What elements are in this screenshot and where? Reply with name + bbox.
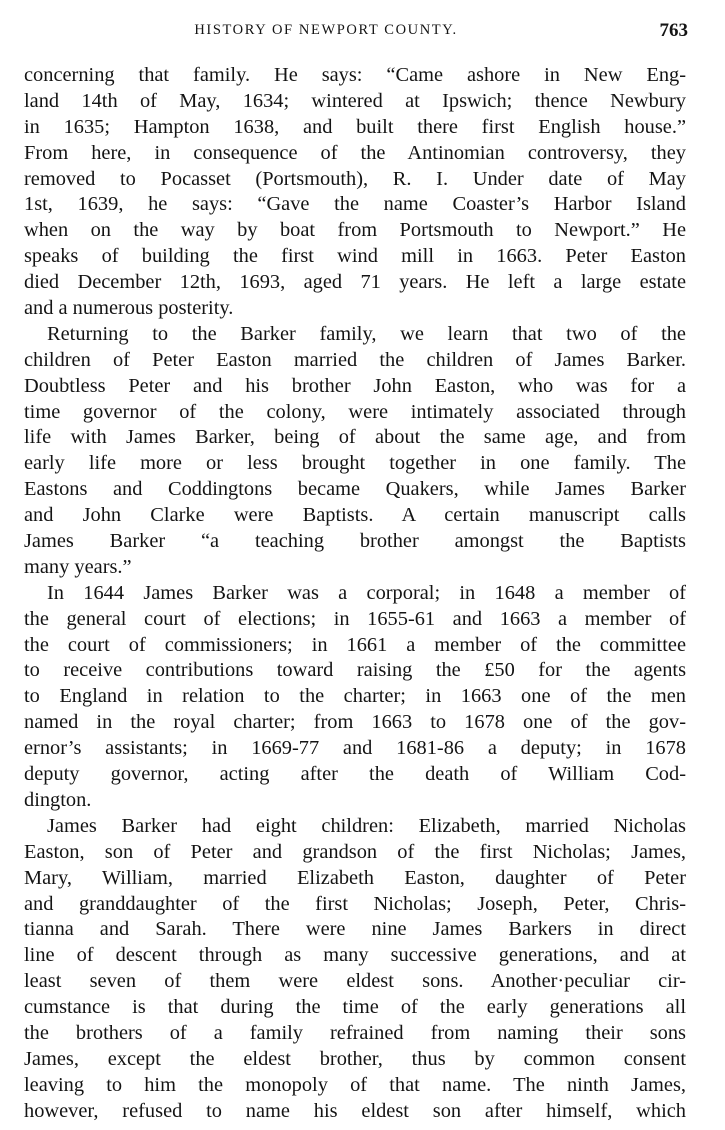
text-line: and granddaughter of the first Nicholas; Joseph, Peter, Chris- [24, 892, 686, 915]
text-line: life with James Barker, being of about the same age, and from [24, 426, 686, 449]
text-line: Easton, son of Peter and grandson of the first Nicholas; James, [24, 840, 686, 863]
page-number: 763 [659, 20, 688, 41]
text-line: Eastons and Coddingtons became Quakers, while James Barker [24, 478, 686, 501]
text-line: James Barker “a teaching brother amongst the Baptists [24, 530, 686, 553]
text-line: time governor of the colony, were intimately associated through [24, 400, 686, 423]
text-line: From here, in consequence of the Antinomian controversy, they [24, 141, 686, 164]
text-line: to England in relation to the charter; in 1663 one of the men [24, 685, 686, 708]
text-line: children of Peter Easton married the children of James Barker. [24, 348, 686, 371]
text-line: leaving to him the monopoly of that name. The ninth James, [24, 1073, 686, 1096]
text-line: tianna and Sarah. There were nine James Barkers in direct [24, 918, 686, 941]
text-line: cumstance is that during the time of the early generations all [24, 996, 686, 1019]
paragraph [24, 322, 686, 581]
text-line: speaks of building the first wind mill in 1663. Peter Easton [24, 245, 686, 268]
body-text [24, 63, 686, 1125]
text-line: Mary, William, married Elizabeth Easton, daughter of Peter [24, 866, 686, 889]
text-line: the general court of elections; in 1655-61 and 1663 a member of [24, 607, 686, 630]
page-header [24, 20, 688, 42]
text-line: James Barker had eight children: Elizabeth, married Nicholas [47, 814, 686, 837]
text-line: and a numerous posterity. [24, 297, 234, 320]
text-line: and John Clarke were Baptists. A certain manuscript calls [24, 504, 686, 527]
text-line: James, except the eldest brother, thus by common consent [24, 1047, 686, 1070]
text-line: In 1644 James Barker was a corporal; in 1648 a member of [47, 581, 686, 604]
paragraph [24, 63, 686, 322]
text-line: concerning that family. He says: “Came ashore in New Eng- [24, 64, 686, 86]
text-line: early life more or less brought together in one family. The [24, 452, 686, 475]
text-line: the brothers of a family refrained from naming their sons [24, 1021, 686, 1044]
text-line: removed to Pocasset (Portsmouth), R. I. Under date of May [24, 167, 686, 190]
paragraph [24, 581, 686, 814]
running-head: HISTORY OF NEWPORT COUNTY. [194, 22, 458, 38]
text-line: many years.” [24, 555, 132, 578]
text-line: to receive contributions toward raising the £50 for the agents [24, 659, 686, 682]
text-line: in 1635; Hampton 1638, and built there first English house.” [24, 115, 686, 138]
text-line: however, refused to name his eldest son after himself, which [24, 1099, 686, 1122]
text-line: least seven of them were eldest sons. Another·peculiar cir- [24, 970, 686, 993]
text-line: land 14th of May, 1634; wintered at Ipswich; thence Newbury [24, 89, 686, 112]
text-line: when on the way by boat from Portsmouth to Newport.” He [24, 219, 686, 242]
text-line: line of descent through as many successive generations, and at [24, 944, 686, 967]
text-line: ernor’s assistants; in 1669-77 and 1681-86 a deputy; in 1678 [24, 737, 686, 760]
text-line: named in the royal charter; from 1663 to 1678 one of the gov- [24, 711, 686, 734]
text-line: deputy governor, acting after the death of William Cod- [24, 763, 686, 786]
text-line: died December 12th, 1693, aged 71 years. He left a large estate [24, 271, 686, 294]
text-line: Returning to the Barker family, we learn that two of the [47, 322, 686, 345]
text-line: dington. [24, 788, 92, 811]
text-line: the court of commissioners; in 1661 a member of the committee [24, 633, 686, 656]
text-line: Doubtless Peter and his brother John Easton, who was for a [24, 374, 686, 397]
text-line: 1st, 1639, he says: “Gave the name Coaster’s Harbor Island [24, 193, 686, 216]
paragraph [24, 814, 686, 1125]
